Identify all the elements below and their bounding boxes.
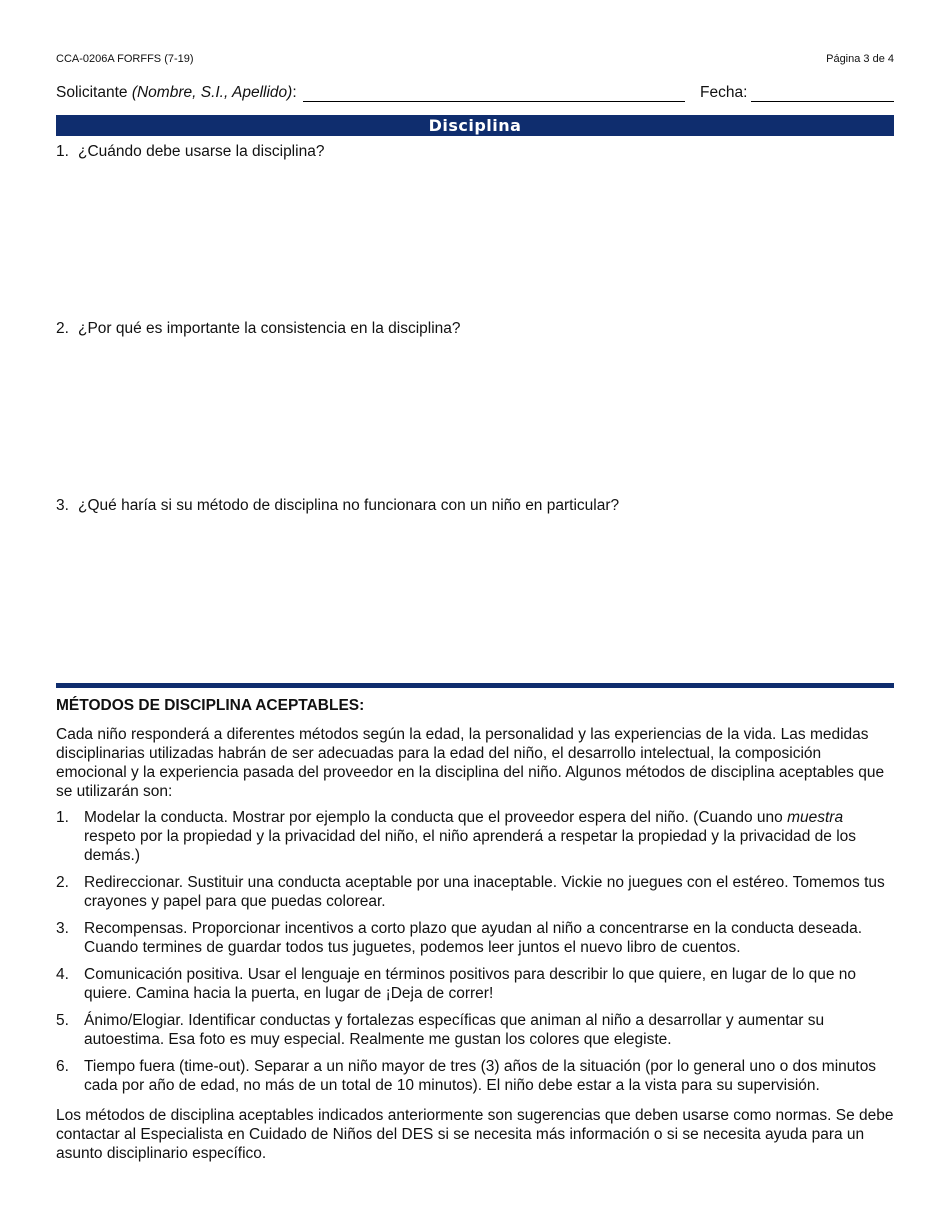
method-text: Tiempo fuera (time-out). Separar a un niño mayor de tres (3) años de la situación (por lo general uno o dos minutos cada por año de edad, no más de un total de 10 minutos). El niño debe estar a la vista para su supervisión.	[84, 1058, 877, 1094]
question-2	[56, 320, 461, 338]
question-number: 2.	[56, 320, 69, 337]
method-number: 3.	[56, 920, 69, 937]
method-number: 4.	[56, 966, 69, 983]
method-item	[56, 1057, 894, 1095]
form-page	[56, 0, 894, 1230]
method-text: Recompensas. Proporcionar incentivos a corto plazo que ayudan al niño a concentrarse en la conducta deseada. Cuando termines de guardar todos tus juguetes, podemos leer juntos el nuevo libro de cuentos.	[84, 920, 863, 956]
section-divider	[56, 683, 894, 688]
applicant-label	[56, 84, 297, 102]
methods-heading: MÉTODOS DE DISCIPLINA ACEPTABLES:	[56, 697, 365, 714]
method-text: Modelar la conducta. Mostrar por ejemplo la conducta que el proveedor espera del niño. (Cuando uno	[84, 809, 788, 826]
applicant-label-text: Solicitante	[56, 84, 128, 101]
applicant-label-colon: :	[292, 84, 297, 101]
method-item	[56, 919, 894, 957]
method-item	[56, 808, 894, 865]
date-label: Fecha:	[700, 84, 748, 101]
method-text-end: respeto por la propiedad y la privacidad del niño, el niño aprenderá a respetar la propiedad y la privacidad de los demás.)	[84, 828, 857, 864]
question-1	[56, 143, 324, 161]
applicant-label-hint: (Nombre, S.I., Apellido)	[131, 84, 293, 101]
method-item	[56, 965, 894, 1003]
date-field[interactable]	[751, 101, 894, 102]
method-text: Ánimo/Elogiar. Identificar conductas y fortalezas específicas que animan al niño a desarrollar y aumentar su autoestima. Esa foto es muy especial. Realmente me gustan los colores que elegiste.	[84, 1012, 825, 1048]
question-3	[56, 497, 619, 515]
method-text-emphasis: muestra	[787, 809, 844, 826]
question-text: ¿Cuándo debe usarse la disciplina?	[78, 143, 325, 160]
method-item	[56, 1011, 894, 1049]
question-number: 3.	[56, 497, 69, 514]
method-text: Redireccionar. Sustituir una conducta aceptable por una inaceptable. Vickie no juegues con el estéreo. Tomemos tus crayones y papel para que puedas colorear.	[84, 874, 885, 910]
page-number: Página 3 de 4	[826, 53, 894, 65]
section-title: Disciplina	[56, 115, 894, 136]
page-header	[56, 53, 894, 67]
method-text: Comunicación positiva. Usar el lenguaje en términos positivos para describir lo que quiere, en lugar de lo que no quiere. Camina hacia la puerta, en lugar de ¡Deja de correr!	[84, 966, 856, 1002]
method-number: 5.	[56, 1012, 69, 1029]
method-number: 2.	[56, 874, 69, 891]
applicant-row	[56, 84, 894, 104]
question-number: 1.	[56, 143, 69, 160]
question-text: ¿Por qué es importante la consistencia en la disciplina?	[78, 320, 461, 337]
applicant-name-field[interactable]	[303, 101, 685, 102]
methods-intro: Cada niño responderá a diferentes métodos según la edad, la personalidad y las experiencias de la vida. Las medidas disciplinarias utilizadas habrán de ser adecuadas para la edad del niño, el desarrollo intelectual, la composición emocional y la experiencia pasada del proveedor en la disciplina del niño. Algunos métodos de disciplina aceptables que se utilizarán son:	[56, 726, 885, 800]
method-number: 1.	[56, 809, 69, 826]
methods-closing: Los métodos de disciplina aceptables indicados anteriormente son sugerencias que deben usarse como normas. Se debe contactar al Especialista en Cuidado de Niños del DES si se necesita más información o si se necesita ayuda para un asunto disciplinario específico.	[56, 1107, 894, 1162]
methods-list	[56, 808, 894, 1103]
question-text: ¿Qué haría si su método de disciplina no funcionara con un niño en particular?	[78, 497, 620, 514]
form-id: CCA-0206A FORFFS (7-19)	[56, 53, 194, 65]
method-item	[56, 873, 894, 911]
method-number: 6.	[56, 1058, 69, 1075]
